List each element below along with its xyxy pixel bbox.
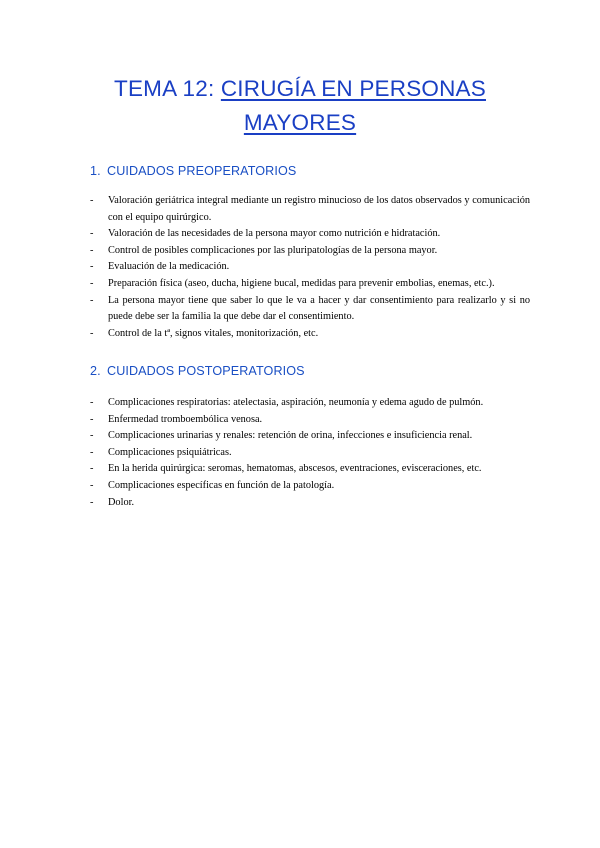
- bullet-dash: -: [90, 413, 94, 425]
- list-item-text: Complicaciones psiquiátricas.: [108, 446, 232, 458]
- list-item-text: La persona mayor tiene que saber lo que le va a hacer y dar consentimiento para realizarlo y si no puede debe ser la familia la que debe dar el consentimiento.: [108, 294, 530, 323]
- list-item: [90, 495, 530, 512]
- list-item: [90, 428, 530, 445]
- list-item: [90, 243, 530, 260]
- list-item-text: Preparación física (aseo, ducha, higiene bucal, medidas para prevenir embolias, enemas, etc.).: [108, 277, 495, 289]
- list-item-text: Complicaciones específicas en función de la patología.: [108, 479, 335, 491]
- title-prefix: TEMA 12:: [114, 76, 215, 101]
- list-item-text: Control de posibles complicaciones por las pluripatologías de la persona mayor.: [108, 244, 438, 256]
- list-item: [90, 461, 530, 478]
- bullet-dash: -: [90, 479, 94, 491]
- bullet-dash: -: [90, 496, 94, 508]
- list-item: [90, 445, 530, 462]
- bullet-dash: -: [90, 327, 94, 339]
- list-item-text: Evaluación de la medicación.: [108, 261, 230, 273]
- title-main-line1: CIRUGÍA EN PERSONAS: [220, 76, 486, 101]
- section-number: 2.: [90, 364, 101, 378]
- section-heading-postoperatorios: [90, 364, 305, 378]
- bullet-dash: -: [90, 430, 94, 442]
- list-item: [90, 276, 530, 293]
- postoperative-care-list: [90, 395, 530, 511]
- section-heading-preoperatorios: [90, 164, 296, 178]
- section-title: CUIDADOS PREOPERATORIOS: [107, 164, 297, 178]
- bullet-dash: -: [90, 294, 94, 306]
- bullet-dash: -: [90, 446, 94, 458]
- bullet-dash: -: [90, 261, 94, 273]
- preoperative-care-list: [90, 193, 530, 342]
- list-item: [90, 395, 530, 412]
- list-item-text: Enfermedad tromboembólica venosa.: [108, 413, 263, 425]
- bullet-dash: -: [90, 463, 94, 475]
- list-item-text: Complicaciones respiratorias: atelectasia, aspiración, neumonía y edema agudo de pulmón.: [108, 397, 484, 408]
- bullet-dash: -: [90, 195, 94, 206]
- list-item: [90, 226, 530, 243]
- list-item: [90, 326, 530, 343]
- section-title: CUIDADOS POSTOPERATORIOS: [107, 364, 305, 378]
- list-item-text: Complicaciones urinarias y renales: retención de orina, infecciones e insuficiencia renal.: [108, 430, 473, 442]
- list-item: [90, 193, 530, 226]
- bullet-dash: -: [90, 228, 94, 240]
- list-item-text: En la herida quirúrgica: seromas, hematomas, abscesos, eventraciones, evisceraciones, etc.: [108, 463, 482, 475]
- bullet-dash: -: [90, 277, 94, 289]
- list-item: [90, 478, 530, 495]
- list-item-text: Valoración de las necesidades de la persona mayor como nutrición e hidratación.: [108, 228, 441, 240]
- list-item: [90, 293, 530, 326]
- bullet-dash: -: [90, 244, 94, 256]
- bullet-dash: -: [90, 397, 94, 408]
- list-item-text: Control de la tª, signos vitales, monitorización, etc.: [108, 327, 319, 339]
- list-item-text: Valoración geriátrica integral mediante un registro minucioso de los datos observados y comunicación con el equipo quirúrgico.: [108, 195, 530, 223]
- section-number: 1.: [90, 164, 101, 178]
- list-item: [90, 259, 530, 276]
- list-item: [90, 412, 530, 429]
- document-title: [60, 72, 540, 140]
- title-main-line2: MAYORES: [243, 110, 357, 135]
- list-item-text: Dolor.: [108, 496, 135, 508]
